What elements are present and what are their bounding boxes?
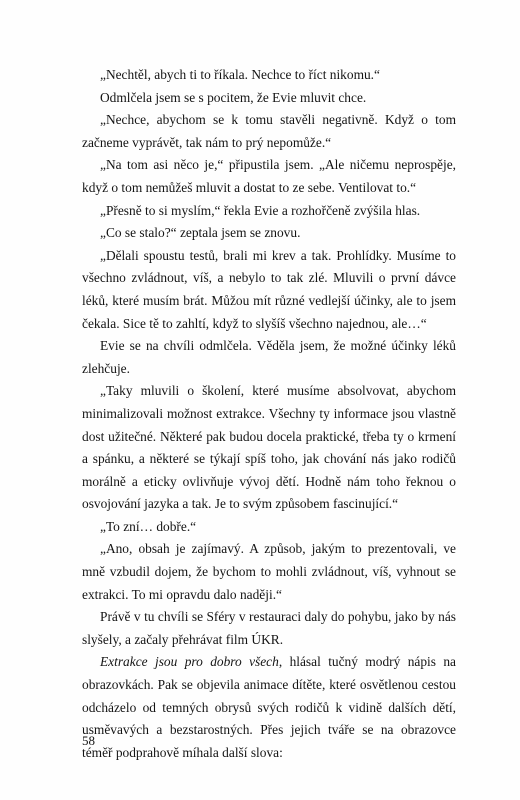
- paragraph-italic-lead: [82, 651, 456, 764]
- paragraph: Právě v tu chvíli se Sféry v restauraci daly do pohybu, jako by nás slyšely, a začaly přehrávat film ÚKR.: [82, 609, 456, 647]
- page-number: 58: [82, 733, 95, 748]
- paragraph: „To zní… dobře.“: [100, 518, 197, 534]
- paragraph: „Nechtěl, abych ti to říkala. Nechce to říct nikomu.“: [100, 67, 380, 82]
- paragraph: „Co se stalo?“ zeptala jsem se znovu.: [100, 225, 301, 241]
- paragraph: „Přesně to si myslím,“ řekla Evie a rozhořčeně zvýšila hlas.: [100, 202, 421, 218]
- paragraph: Evie se na chvíli odmlčela. Věděla jsem, že možné účinky léků zlehčuje.: [82, 338, 456, 376]
- paragraph: „Nechce, abychom se k tomu stavěli negativně. Když o tom začneme vyprávět, tak nám to prý nepomůže.“: [82, 112, 456, 150]
- paragraph: „Na tom asi něco je,“ připustila jsem. „Ale ničemu neprospěje, když o tom nemůžeš mluvit a dostat to ze sebe. Ventilovat to.“: [82, 157, 456, 195]
- italic-slogan: Extrakce jsou pro dobro všech: [100, 654, 279, 670]
- paragraph: „Taky mluvili o školení, které musíme absolvovat, abychom minimalizovali možnost extrakce. Všechny ty informace jsou vlastně dost užitečné. Některé pak budou docela praktické, třeba ty o krmení a spánku, a některé se týkají spíš toho, jak chování nás jako rodičů morálně a eticky ovlivňuje vývoj dětí. Hodně nám toho řeknou o osvojování jazyka a tak. Je to svým způsobem fascinující.“: [82, 383, 456, 512]
- paragraph: „Dělali spoustu testů, brali mi krev a tak. Prohlídky. Musíme to všechno zvládnout, víš, a nebylo to tak zlé. Mluvili o první dávce léků, které musím brát. Můžou mít různé vedlejší účinky, ale to jsem čekala. Sice tě to zahltí, když to slyšíš všechno najednou, ale…“: [82, 247, 456, 331]
- paragraph: „Ano, obsah je zajímavý. A způsob, jakým to prezentovali, ve mně vzbudil dojem, že bychom to mohli zvládnout, víš, vyhnout se extrakci. To mi opravdu dalo naději.“: [82, 541, 456, 602]
- body-text: [82, 64, 456, 764]
- paragraph: Odmlčela jsem se s pocitem, že Evie mluvit chce.: [100, 89, 367, 105]
- paragraph-rest: , hlásal tučný modrý nápis na obrazovkách. Pak se objevila animace dítěte, které osvětlenou cestou odcházelo od temných obrysů svých rodičů k vidině dalších dětí, usměvavých a bezstarostných. Přes jejich tváře se na obrazovce téměř podprahově míhala další slova:: [82, 654, 456, 760]
